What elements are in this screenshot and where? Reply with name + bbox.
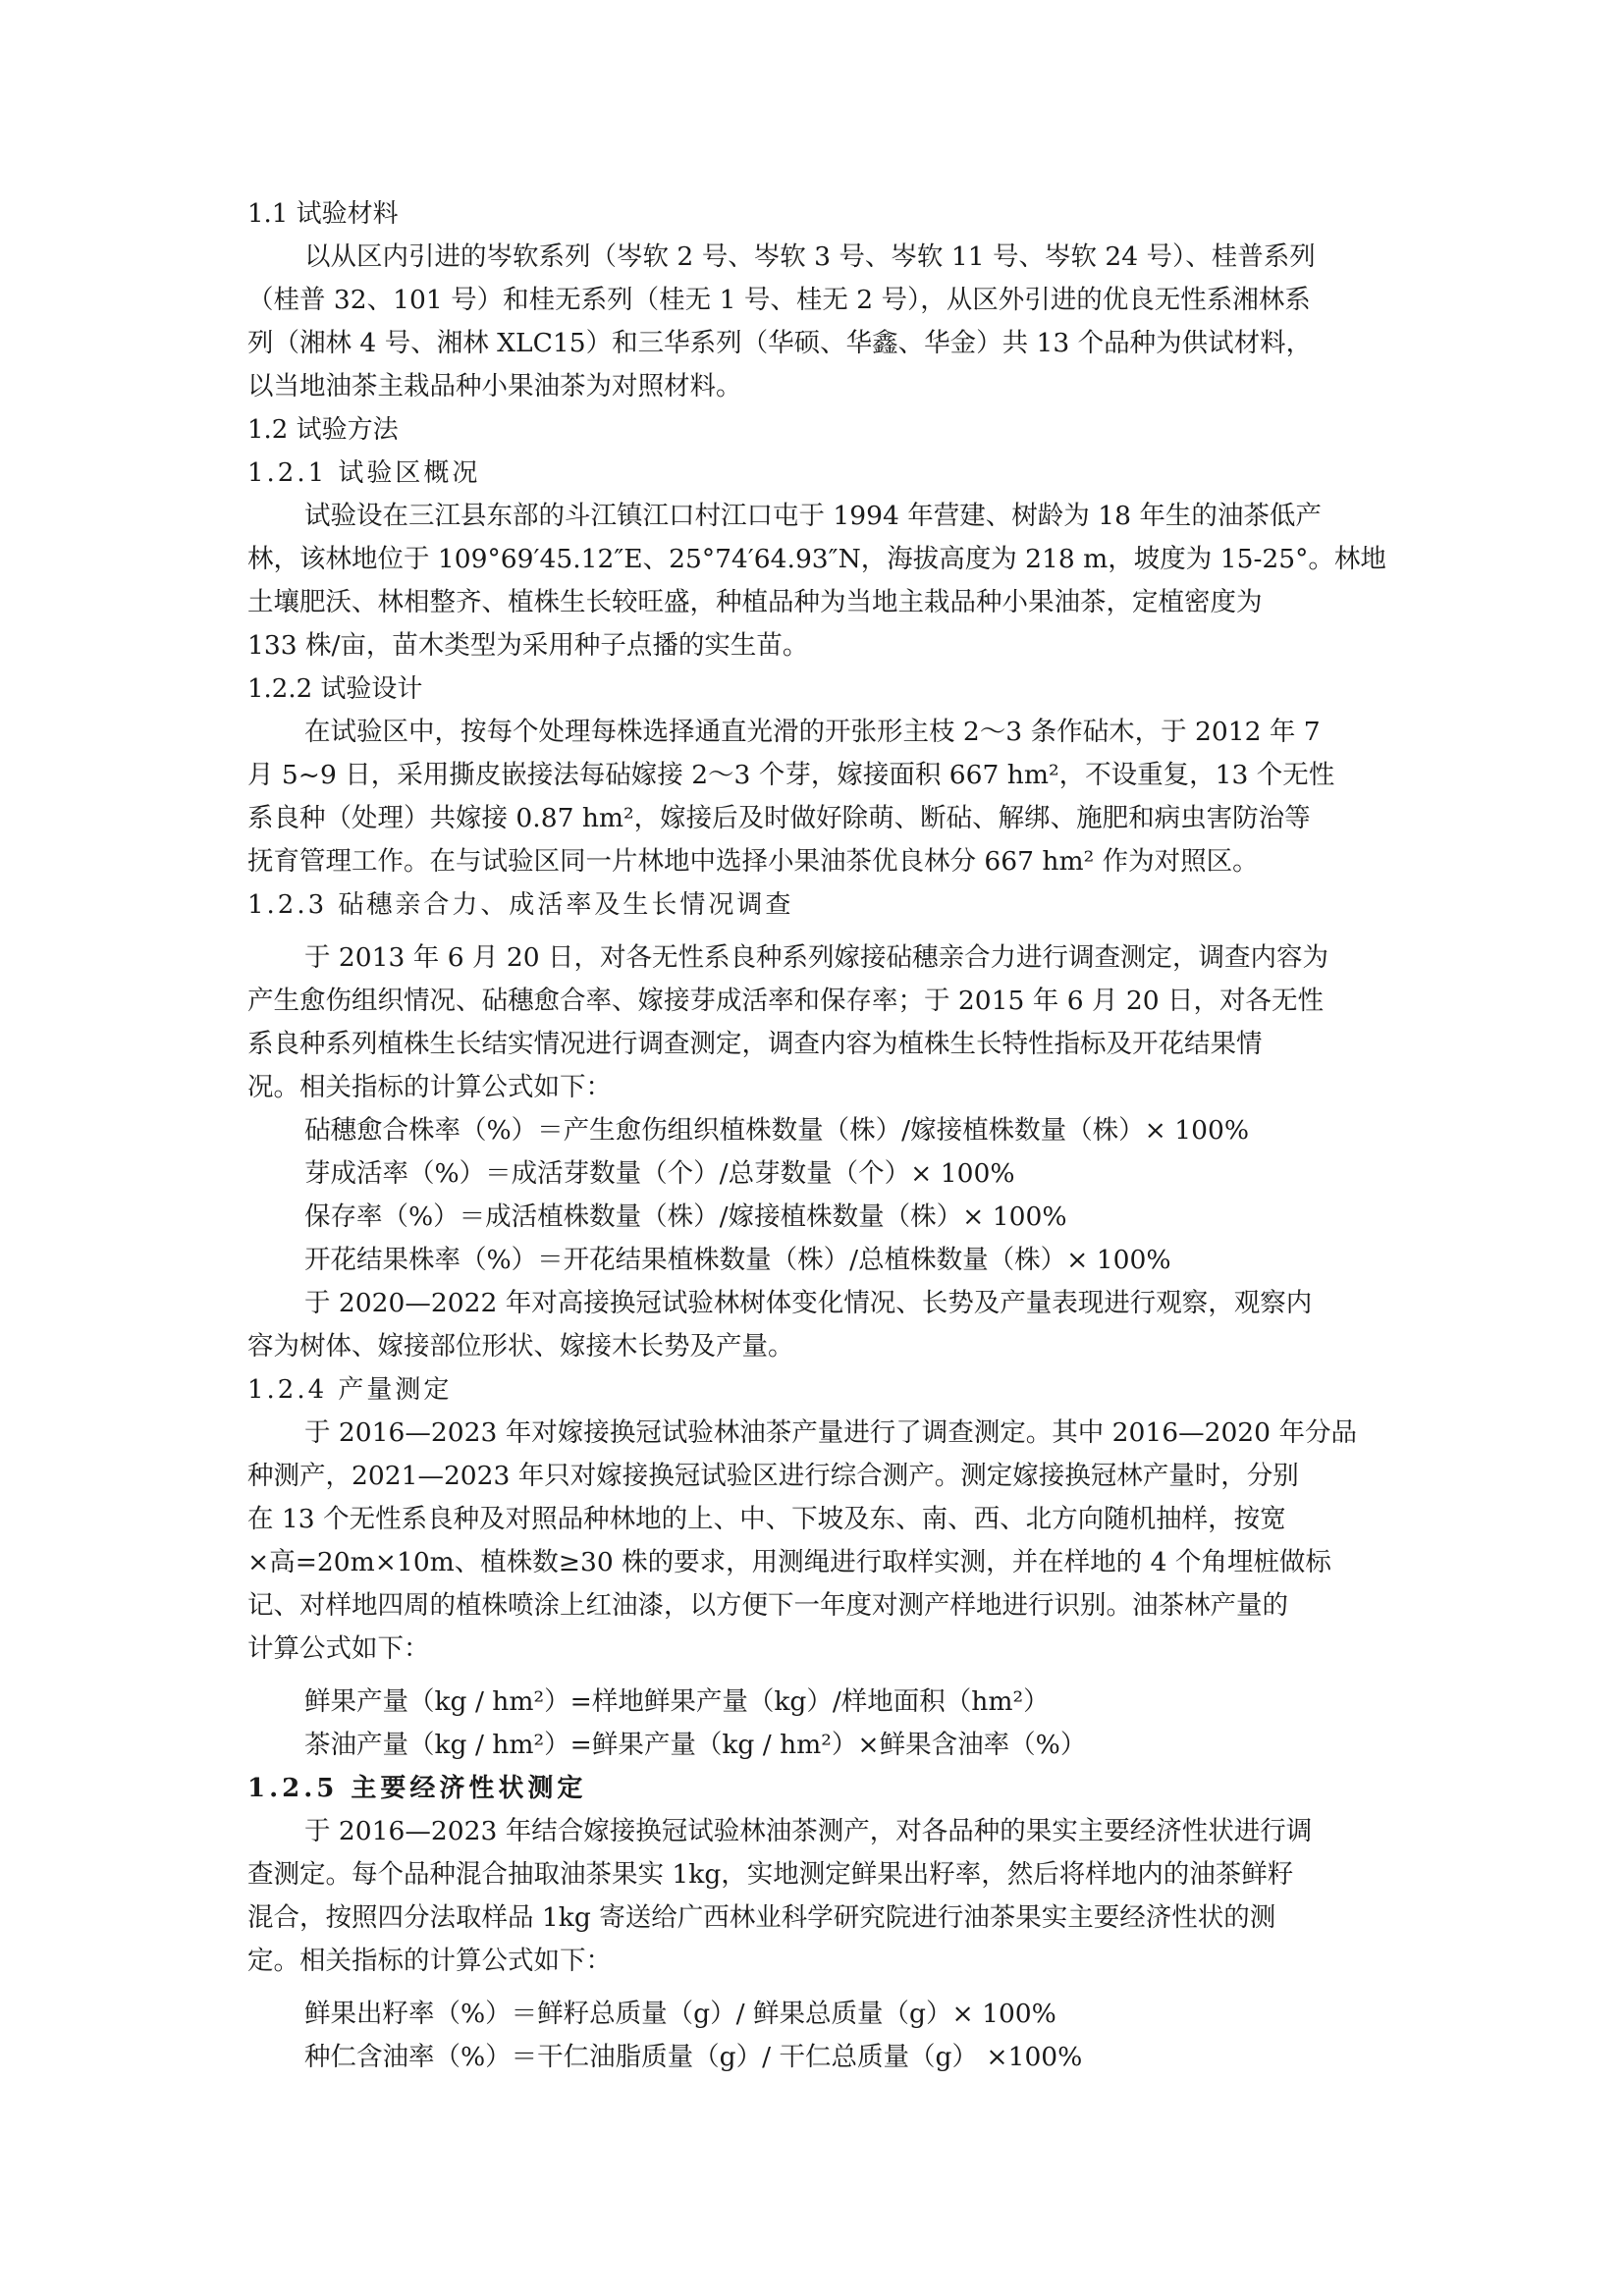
text-line: 以当地油茶主栽品种小果油茶为对照材料。 xyxy=(247,371,742,401)
text-line: 试验设在三江县东部的斗江镇江口村江口屯于 1994 年营建、树龄为 18 年生的油茶低产 xyxy=(304,501,1322,531)
text-line: 混合，按照四分法取样品 1kg 寄送给广西林业科学研究院进行油茶果实主要经济性状的测 xyxy=(247,1902,1276,1933)
text-line: 况。相关指标的计算公式如下： xyxy=(247,1072,612,1102)
text-line: 在试验区中，按每个处理每株选择通直光滑的开张形主枝 2～3 条作砧木，于 2012 年 7 xyxy=(304,717,1321,747)
formula-line: 种仁含油率（%）＝干仁油脂质量（g）/ 干仁总质量（g） ×100% xyxy=(304,2042,1083,2072)
text-line: 在 13 个无性系良种及对照品种林地的上、中、下坡及东、南、西、北方向随机抽样，按宽 xyxy=(247,1504,1286,1534)
section-1-2-1-title: 1.2.1 试验区概况 xyxy=(247,458,481,488)
text-line: 定。相关指标的计算公式如下： xyxy=(247,1946,612,1976)
text-line: 于 2013 年 6 月 20 日，对各无性系良种系列嫁接砧穗亲合力进行调查测定，调查内容为 xyxy=(304,942,1329,973)
formula-line: 鲜果产量（kg / hm²）=样地鲜果产量（kg）/样地面积（hm²） xyxy=(304,1686,1050,1717)
text-line: 于 2016—2023 年对嫁接换冠试验林油茶产量进行了调查测定。其中 2016—2020 年分品 xyxy=(304,1417,1357,1448)
section-1-2-3-paragraph xyxy=(247,936,1377,1109)
section-1-2-5-formulas xyxy=(247,1993,1377,2079)
section-1-2-3-paragraph-2 xyxy=(247,1282,1377,1368)
text-line: 容为树体、嫁接部位形状、嫁接木长势及产量。 xyxy=(247,1331,794,1362)
text-line: 月 5~9 日，采用撕皮嵌接法每砧嫁接 2～3 个芽，嫁接面积 667 hm²，不设重复，13 个无性 xyxy=(247,760,1335,790)
text-line: 产生愈伤组织情况、砧穗愈合率、嫁接芽成活率和保存率；于 2015 年 6 月 20 日，对各无性 xyxy=(247,986,1325,1016)
document-page xyxy=(247,192,1386,2079)
text-line: 土壤肥沃、林相整齐、植株生长较旺盛，种植品种为当地主栽品种小果油茶，定植密度为 xyxy=(247,587,1263,617)
formula-line: 砧穗愈合株率（%）＝产生愈伤组织植株数量（株）/嫁接植株数量（株）× 100% xyxy=(304,1115,1249,1146)
section-1-2-5-paragraph xyxy=(247,1810,1377,1983)
text-line: 133 株/亩，苗木类型为采用种子点播的实生苗。 xyxy=(247,630,809,661)
text-line: 记、对样地四周的植株喷涂上红油漆，以方便下一年度对测产样地进行识别。油茶林产量的 xyxy=(247,1590,1288,1621)
section-1-2-title: 1.2 试验方法 xyxy=(247,415,399,445)
text-line: 抚育管理工作。在与试验区同一片林地中选择小果油茶优良林分 667 hm² 作为对照区。 xyxy=(247,846,1259,877)
text-line: 以从区内引进的岑软系列（岑软 2 号、岑软 3 号、岑软 11 号、岑软 24 号）、桂普系列 xyxy=(304,241,1316,272)
formula-line: 保存率（%）＝成活植株数量（株）/嫁接植株数量（株）× 100% xyxy=(304,1201,1067,1232)
formula-line: 茶油产量（kg / hm²）=鲜果产量（kg / hm²）×鲜果含油率（%） xyxy=(304,1730,1087,1760)
text-line: 林，该林地位于 109°69′45.12″E、25°74′64.93″N，海拔高度为 218 m，坡度为 15-25°。林地 xyxy=(247,544,1386,574)
section-1-2-4-paragraph xyxy=(247,1412,1377,1671)
section-1-2-1-paragraph xyxy=(247,495,1386,667)
section-1-2-4-formulas xyxy=(247,1681,1377,1767)
section-1-2-3-title: 1.2.3 砧穗亲合力、成活率及生长情况调查 xyxy=(247,890,794,920)
formula-line: 开花结果株率（%）＝开花结果植株数量（株）/总植株数量（株）× 100% xyxy=(304,1245,1171,1275)
text-line: ×高=20m×10m、植株数≥30 株的要求，用测绳进行取样实测，并在样地的 4 个角埋桩做标 xyxy=(247,1547,1331,1577)
section-1-2-5-title: 1.2.5 主要经济性状测定 xyxy=(247,1774,587,1803)
formula-line: 芽成活率（%）＝成活芽数量（个）/总芽数量（个）× 100% xyxy=(304,1158,1015,1189)
text-line: 计算公式如下： xyxy=(247,1633,430,1664)
section-1-1-title: 1.1 试验材料 xyxy=(247,199,399,229)
text-line: 系良种系列植株生长结实情况进行调查测定，调查内容为植株生长特性指标及开花结果情 xyxy=(247,1029,1263,1059)
section-1-2-4-title: 1.2.4 产量测定 xyxy=(247,1375,453,1405)
text-line: 系良种（处理）共嫁接 0.87 hm²，嫁接后及时做好除萌、断砧、解绑、施肥和病虫害防治等 xyxy=(247,803,1311,833)
text-line: 于 2020—2022 年对高接换冠试验林树体变化情况、长势及产量表现进行观察，观察内 xyxy=(304,1288,1313,1318)
section-1-2-3-formulas xyxy=(247,1109,1377,1282)
section-1-1-paragraph xyxy=(247,236,1377,408)
text-line: 查测定。每个品种混合抽取油茶果实 1kg，实地测定鲜果出籽率，然后将样地内的油茶鲜籽 xyxy=(247,1859,1294,1890)
section-1-2-2-title: 1.2.2 试验设计 xyxy=(247,674,423,704)
text-line: （桂普 32、101 号）和桂无系列（桂无 1 号、桂无 2 号），从区外引进的优良无性系湘林系 xyxy=(247,285,1311,315)
formula-line: 鲜果出籽率（%）＝鲜籽总质量（g）/ 鲜果总质量（g）× 100% xyxy=(304,1999,1056,2029)
text-line: 种测产，2021—2023 年只对嫁接换冠试验区进行综合测产。测定嫁接换冠林产量时，分别 xyxy=(247,1461,1299,1491)
text-line: 列（湘林 4 号、湘林 XLC15）和三华系列（华硕、华鑫、华金）共 13 个品种为供试材料， xyxy=(247,328,1313,358)
section-1-2-2-paragraph xyxy=(247,711,1377,883)
text-line: 于 2016—2023 年结合嫁接换冠试验林油茶测产，对各品种的果实主要经济性状进行调 xyxy=(304,1816,1313,1846)
